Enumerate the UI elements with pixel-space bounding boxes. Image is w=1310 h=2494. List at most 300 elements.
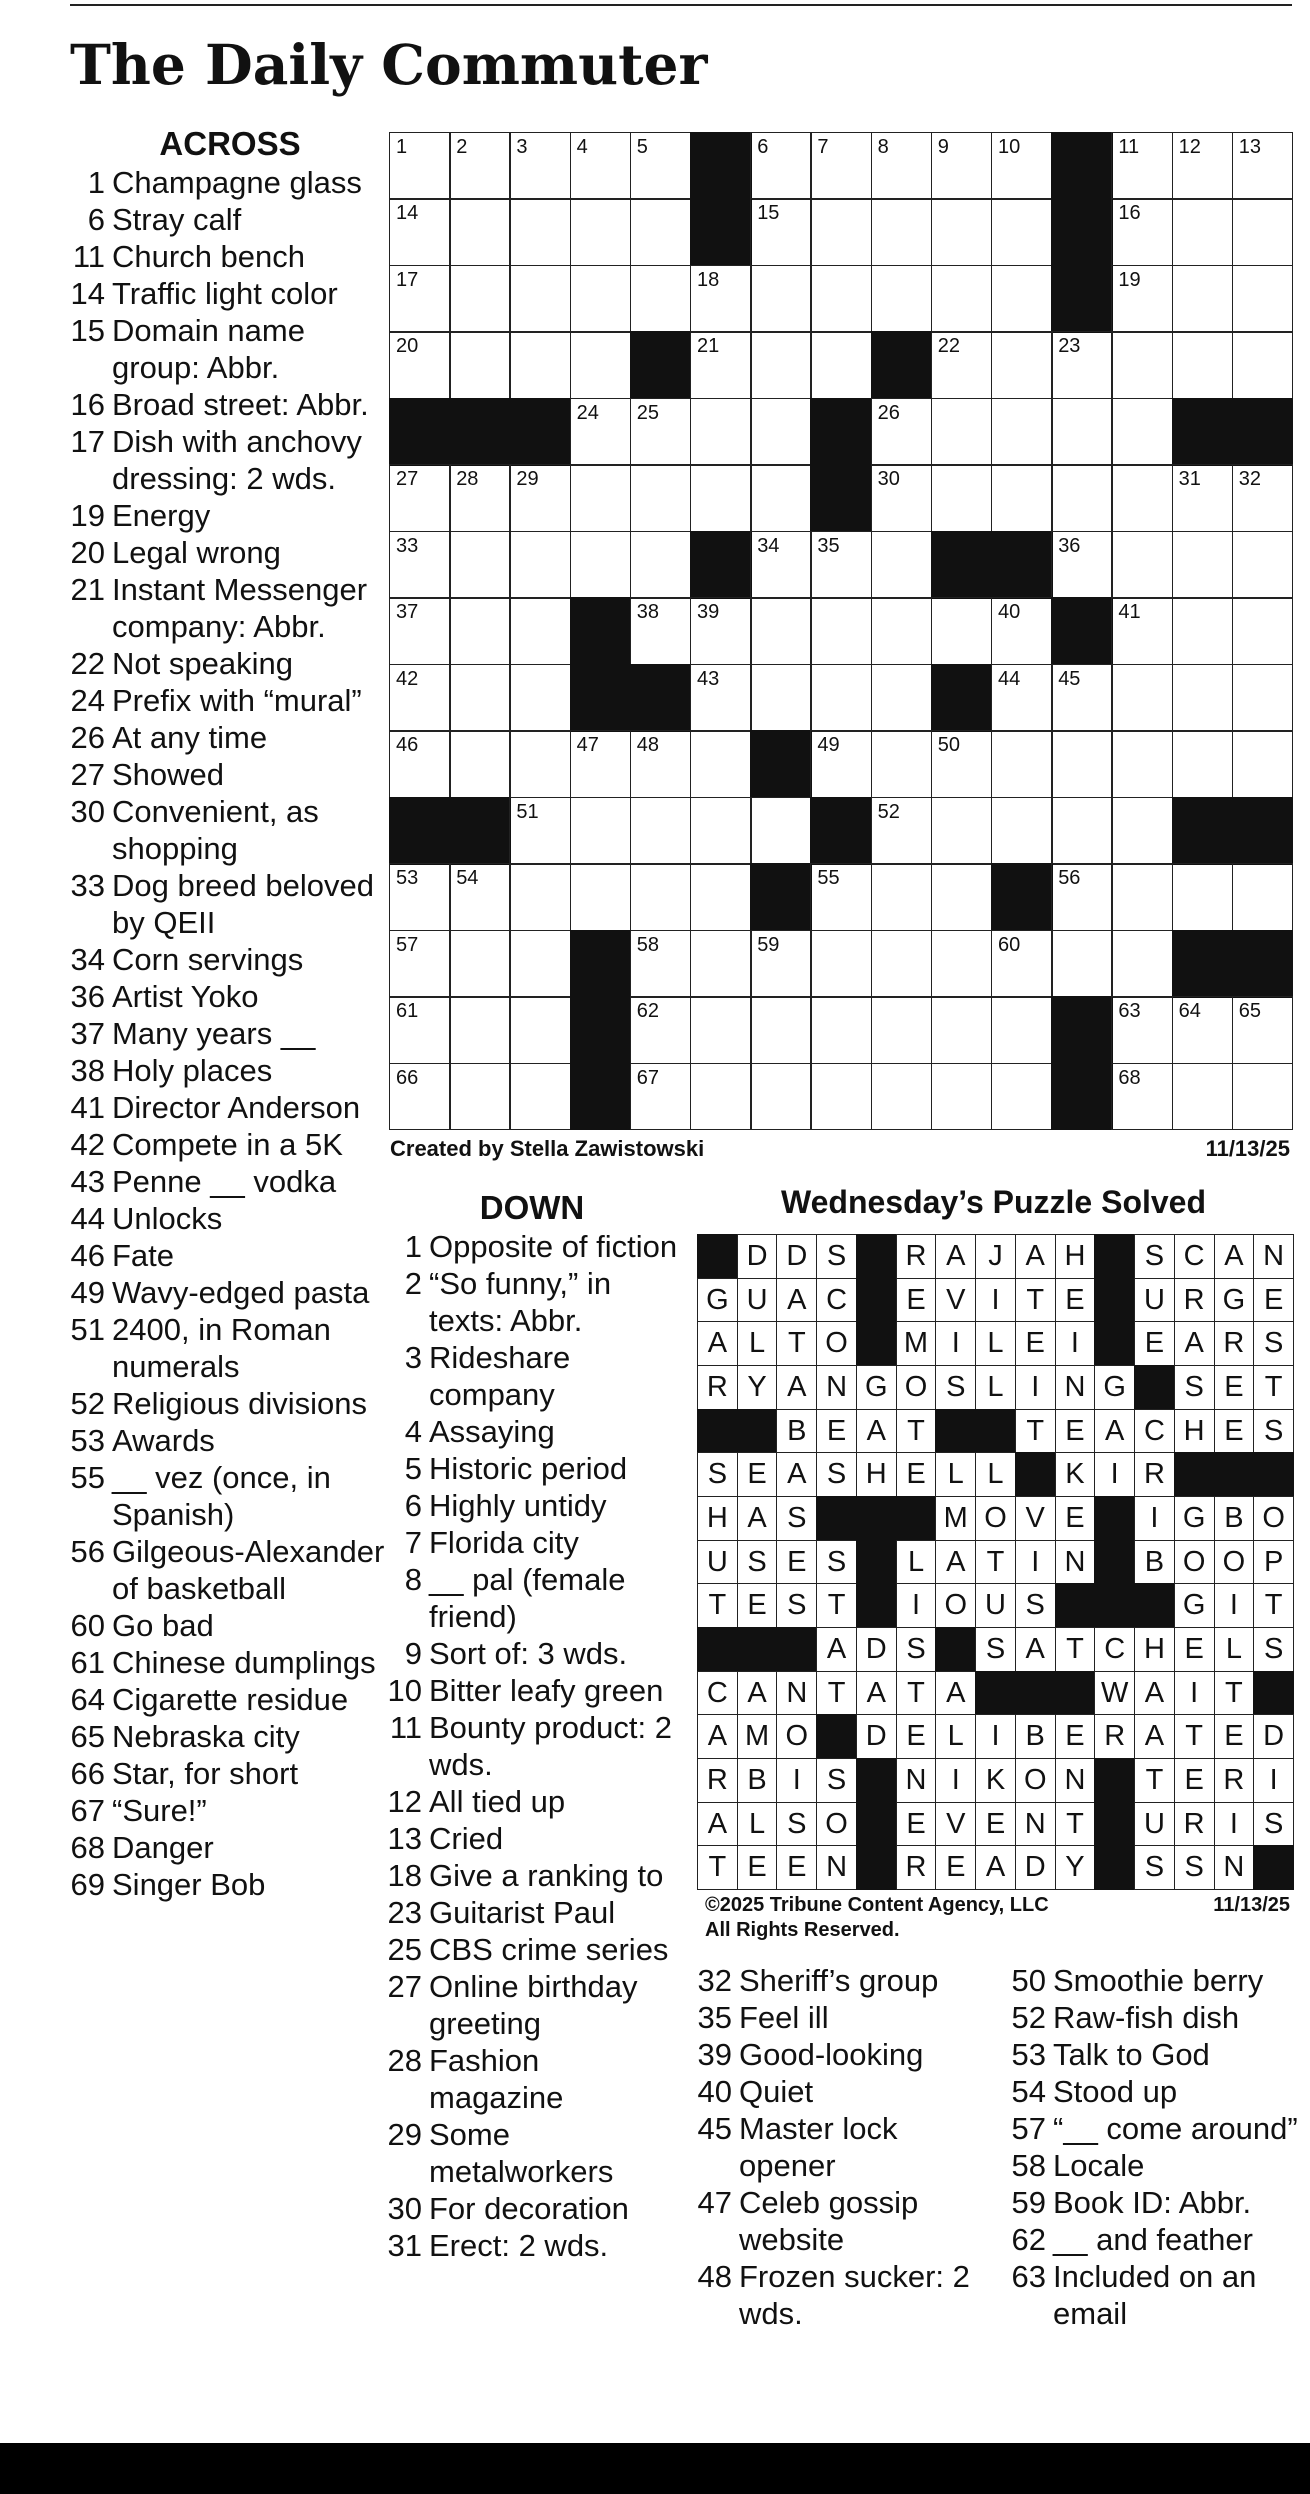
clue: [1008, 2184, 1310, 2221]
cell-number: 38: [636, 601, 660, 624]
grid-cell[interactable]: [690, 664, 752, 732]
solution-black-square: [1253, 1845, 1294, 1890]
grid-cell[interactable]: [750, 132, 812, 200]
grid-cell[interactable]: [1111, 863, 1173, 931]
grid-cell[interactable]: [449, 1063, 511, 1131]
cell-number: 7: [817, 136, 829, 158]
grid-cell[interactable]: [1172, 664, 1234, 732]
cell-number: 32: [1238, 468, 1262, 491]
solution-cell: S: [776, 1496, 817, 1541]
grid-cell[interactable]: [570, 198, 632, 266]
grid-cell[interactable]: [871, 797, 933, 865]
solution-black-square: [1094, 1583, 1135, 1628]
grid-cell[interactable]: [630, 597, 692, 665]
grid-cell[interactable]: [1232, 597, 1294, 665]
grid-cell[interactable]: [690, 597, 752, 665]
solution-cell: U: [737, 1278, 778, 1323]
solution-cell: T: [697, 1583, 738, 1628]
grid-cell[interactable]: [449, 996, 511, 1064]
grid-cell[interactable]: [871, 863, 933, 931]
clue-text: Penne __ vodka: [112, 1164, 337, 1199]
grid-cell[interactable]: [810, 730, 872, 798]
black-square: [810, 797, 872, 865]
grid-cell[interactable]: [931, 730, 993, 798]
grid-cell[interactable]: [1111, 331, 1173, 399]
grid-cell[interactable]: [1172, 198, 1234, 266]
grid-cell[interactable]: [389, 198, 451, 266]
grid-cell[interactable]: [389, 132, 451, 200]
grid-cell[interactable]: [389, 531, 451, 599]
grid-cell[interactable]: [389, 930, 451, 998]
solution-cell: O: [1253, 1496, 1294, 1541]
grid-cell[interactable]: [690, 863, 752, 931]
grid-cell[interactable]: [810, 863, 872, 931]
grid-cell[interactable]: [570, 398, 632, 466]
grid-cell[interactable]: [991, 265, 1053, 333]
grid-cell[interactable]: [690, 464, 752, 532]
clue: [384, 1450, 680, 1487]
clue-text: Fashion magazine: [429, 2043, 564, 2115]
solution-cell: S: [1134, 1845, 1175, 1890]
grid-cell[interactable]: [750, 464, 812, 532]
grid-cell[interactable]: [630, 464, 692, 532]
grid-cell[interactable]: [810, 1063, 872, 1131]
solution-black-square: [1134, 1583, 1175, 1628]
clue-number: 38: [70, 1053, 105, 1088]
clue-text: Wavy-edged pasta: [112, 1275, 370, 1310]
clue-text: Feel ill: [739, 2000, 829, 2035]
clue-text: For decoration: [429, 2191, 629, 2226]
clue-text: Many years __: [112, 1016, 316, 1051]
clue-number: 14: [70, 276, 105, 311]
grid-cell[interactable]: [1232, 730, 1294, 798]
grid-cell[interactable]: [810, 664, 872, 732]
grid-cell[interactable]: [991, 664, 1053, 732]
grid-cell[interactable]: [1232, 863, 1294, 931]
clue: [384, 1709, 680, 1783]
clue-number: 10: [387, 1673, 422, 1708]
cell-number: 6: [757, 136, 769, 158]
solution-cell: I: [1015, 1540, 1056, 1585]
grid-cell[interactable]: [1111, 464, 1173, 532]
solution-cell: A: [1214, 1234, 1255, 1279]
grid-cell[interactable]: [750, 930, 812, 998]
clue-number: 11: [72, 239, 105, 274]
puzzle-date: 11/13/25: [1205, 1136, 1290, 1161]
black-square: [1232, 797, 1294, 865]
grid-cell[interactable]: [1111, 1063, 1173, 1131]
clue-number: 39: [697, 2037, 732, 2072]
clue-text: __ and feather: [1053, 2222, 1253, 2257]
grid-cell[interactable]: [810, 930, 872, 998]
clue-number: 3: [404, 1340, 422, 1375]
black-square: [1051, 132, 1113, 200]
clue-number: 67: [70, 1793, 105, 1828]
grid-cell[interactable]: [509, 730, 571, 798]
grid-cell[interactable]: [810, 265, 872, 333]
grid-cell[interactable]: [630, 797, 692, 865]
grid-cell[interactable]: [991, 930, 1053, 998]
grid-cell[interactable]: [630, 930, 692, 998]
grid-cell[interactable]: [449, 597, 511, 665]
grid-cell[interactable]: [449, 132, 511, 200]
cell-number: 50: [937, 734, 961, 757]
grid-cell[interactable]: [1172, 730, 1234, 798]
grid-cell[interactable]: [1232, 265, 1294, 333]
cell-number: 47: [576, 734, 599, 757]
cell-number: 34: [757, 534, 780, 557]
grid-cell[interactable]: [991, 797, 1053, 865]
grid-cell[interactable]: [509, 464, 571, 532]
cell-number: 22: [937, 335, 961, 358]
solution-black-square: [1214, 1452, 1255, 1497]
grid-cell[interactable]: [509, 863, 571, 931]
grid-cell[interactable]: [871, 398, 933, 466]
clue-text: Sort of: 3 wds.: [429, 1636, 628, 1671]
clue-text: Danger: [112, 1830, 214, 1865]
grid-cell[interactable]: [1051, 930, 1113, 998]
grid-cell[interactable]: [449, 863, 511, 931]
grid-cell[interactable]: [1232, 1063, 1294, 1131]
grid-cell[interactable]: [690, 930, 752, 998]
grid-cell[interactable]: [630, 531, 692, 599]
grid-cell[interactable]: [931, 930, 993, 998]
black-square: [1232, 398, 1294, 466]
grid-cell[interactable]: [871, 132, 933, 200]
grid-cell[interactable]: [1051, 730, 1113, 798]
black-square: [570, 996, 632, 1064]
grid-cell[interactable]: [810, 132, 872, 200]
grid-cell[interactable]: [1111, 664, 1173, 732]
grid-cell[interactable]: [389, 730, 451, 798]
grid-cell[interactable]: [1111, 265, 1173, 333]
clue: [70, 423, 390, 497]
grid-cell[interactable]: [1111, 398, 1173, 466]
grid-cell[interactable]: [810, 331, 872, 399]
cell-number: 55: [817, 867, 840, 890]
grid-cell[interactable]: [750, 265, 812, 333]
grid-cell[interactable]: [931, 198, 993, 266]
grid-cell[interactable]: [931, 597, 993, 665]
grid-cell[interactable]: [931, 464, 993, 532]
solution-cell: R: [1214, 1321, 1255, 1366]
grid-cell[interactable]: [750, 597, 812, 665]
grid-cell[interactable]: [449, 930, 511, 998]
grid-cell[interactable]: [1111, 132, 1173, 200]
grid-cell[interactable]: [570, 265, 632, 333]
grid-cell[interactable]: [931, 265, 993, 333]
grid-cell[interactable]: [449, 464, 511, 532]
grid-cell[interactable]: [449, 331, 511, 399]
grid-cell[interactable]: [750, 1063, 812, 1131]
grid-cell[interactable]: [630, 265, 692, 333]
solution-cell: E: [1055, 1496, 1096, 1541]
grid-cell[interactable]: [509, 664, 571, 732]
grid-cell[interactable]: [1232, 996, 1294, 1064]
grid-cell[interactable]: [509, 797, 571, 865]
grid-cell[interactable]: [991, 398, 1053, 466]
grid-cell[interactable]: [991, 1063, 1053, 1131]
grid-cell[interactable]: [1111, 597, 1173, 665]
clue-number: 69: [70, 1867, 105, 1902]
grid-cell[interactable]: [1051, 863, 1113, 931]
grid-cell[interactable]: [871, 198, 933, 266]
grid-cell[interactable]: [1051, 398, 1113, 466]
solution-cell: S: [697, 1452, 738, 1497]
grid-cell[interactable]: [1232, 132, 1294, 200]
cell-number: 5: [636, 136, 648, 158]
grid-cell[interactable]: [750, 797, 812, 865]
grid-cell[interactable]: [931, 996, 993, 1064]
grid-cell[interactable]: [690, 996, 752, 1064]
clue: [70, 1311, 390, 1385]
grid-cell[interactable]: [570, 464, 632, 532]
grid-cell[interactable]: [389, 597, 451, 665]
grid-cell[interactable]: [570, 797, 632, 865]
grid-cell[interactable]: [449, 730, 511, 798]
grid-cell[interactable]: [871, 265, 933, 333]
grid-cell[interactable]: [1111, 531, 1173, 599]
grid-cell[interactable]: [570, 863, 632, 931]
solution-cell: A: [1134, 1671, 1175, 1716]
clue: [694, 1962, 994, 1999]
clue: [70, 1459, 390, 1533]
grid-cell[interactable]: [449, 198, 511, 266]
grid-cell[interactable]: [509, 331, 571, 399]
grid-cell[interactable]: [1111, 930, 1173, 998]
grid-cell[interactable]: [449, 531, 511, 599]
grid-cell[interactable]: [871, 730, 933, 798]
cell-number: 45: [1058, 667, 1081, 690]
grid-cell[interactable]: [389, 464, 451, 532]
black-square: [509, 398, 571, 466]
clue: [384, 1857, 680, 1894]
clue: [70, 1015, 390, 1052]
solution-cell: G: [1174, 1583, 1215, 1628]
grid-cell[interactable]: [1051, 531, 1113, 599]
grid-cell[interactable]: [871, 464, 933, 532]
clue-text: “So funny,” in texts: Abbr.: [429, 1266, 612, 1338]
clue-text: Book ID: Abbr.: [1053, 2185, 1252, 2220]
black-square: [570, 597, 632, 665]
grid-cell[interactable]: [630, 132, 692, 200]
grid-cell[interactable]: [1111, 996, 1173, 1064]
grid-cell[interactable]: [931, 863, 993, 931]
solution-cell: M: [737, 1714, 778, 1759]
grid-cell[interactable]: [1111, 198, 1173, 266]
grid-cell[interactable]: [810, 531, 872, 599]
grid-cell[interactable]: [1111, 797, 1173, 865]
solution-cell: D: [856, 1714, 897, 1759]
grid-cell[interactable]: [1172, 996, 1234, 1064]
grid-cell[interactable]: [1232, 464, 1294, 532]
grid-cell[interactable]: [690, 730, 752, 798]
clue-number: 13: [387, 1821, 422, 1856]
clue-text: Highly untidy: [429, 1488, 607, 1523]
grid-cell[interactable]: [509, 132, 571, 200]
grid-cell[interactable]: [750, 996, 812, 1064]
grid-cell[interactable]: [1051, 664, 1113, 732]
clue-number: 57: [1011, 2111, 1046, 2146]
clue-text: Included on an email: [1053, 2259, 1257, 2331]
cell-number: 3: [516, 136, 528, 158]
grid-cell[interactable]: [630, 198, 692, 266]
grid-cell[interactable]: [389, 331, 451, 399]
grid-cell[interactable]: [1232, 664, 1294, 732]
clue-text: Give a ranking to: [429, 1858, 664, 1893]
grid-cell[interactable]: [1232, 331, 1294, 399]
solution-cell: B: [1015, 1714, 1056, 1759]
grid-cell[interactable]: [630, 996, 692, 1064]
cell-number: 42: [396, 667, 419, 690]
grid-cell[interactable]: [630, 1063, 692, 1131]
grid-cell[interactable]: [509, 597, 571, 665]
grid-cell[interactable]: [991, 597, 1053, 665]
clue: [70, 941, 390, 978]
grid-cell[interactable]: [810, 198, 872, 266]
cell-number: 57: [396, 933, 419, 956]
grid-cell[interactable]: [389, 863, 451, 931]
grid-cell[interactable]: [931, 797, 993, 865]
clue: [694, 2073, 994, 2110]
solution-black-square: [975, 1671, 1016, 1716]
grid-cell[interactable]: [570, 331, 632, 399]
grid-cell[interactable]: [1172, 464, 1234, 532]
clue: [70, 756, 390, 793]
cell-number: 58: [636, 933, 660, 956]
grid-cell[interactable]: [1172, 1063, 1234, 1131]
grid-cell[interactable]: [509, 198, 571, 266]
solution-cell: D: [776, 1234, 817, 1279]
grid-cell[interactable]: [1051, 331, 1113, 399]
grid-cell[interactable]: [449, 265, 511, 333]
solution-black-square: [856, 1234, 897, 1279]
grid-cell[interactable]: [570, 730, 632, 798]
grid-cell[interactable]: [1172, 331, 1234, 399]
grid-cell[interactable]: [750, 198, 812, 266]
grid-cell[interactable]: [509, 996, 571, 1064]
grid-cell[interactable]: [750, 664, 812, 732]
grid-cell[interactable]: [871, 996, 933, 1064]
solution-cell: O: [776, 1714, 817, 1759]
grid-cell[interactable]: [750, 398, 812, 466]
grid-cell[interactable]: [931, 331, 993, 399]
grid-cell[interactable]: [750, 331, 812, 399]
clue: [70, 1237, 390, 1274]
black-square: [1051, 597, 1113, 665]
clue-text: Cigarette residue: [112, 1682, 349, 1717]
solution-cell: T: [896, 1409, 937, 1454]
solution-cell: O: [935, 1583, 976, 1628]
grid-cell[interactable]: [1232, 198, 1294, 266]
grid-cell[interactable]: [690, 797, 752, 865]
solution-cell: N: [816, 1365, 857, 1410]
grid-cell[interactable]: [690, 265, 752, 333]
grid-cell[interactable]: [991, 996, 1053, 1064]
solution-cell: N: [1015, 1802, 1056, 1847]
grid-cell[interactable]: [570, 132, 632, 200]
grid-cell[interactable]: [509, 1063, 571, 1131]
grid-cell[interactable]: [389, 996, 451, 1064]
grid-cell[interactable]: [871, 531, 933, 599]
clue-text: Legal wrong: [112, 535, 281, 570]
solution-cell: E: [1134, 1321, 1175, 1366]
grid-cell[interactable]: [871, 664, 933, 732]
clue-number: 63: [1011, 2259, 1046, 2294]
black-square: [389, 398, 451, 466]
grid-cell[interactable]: [810, 597, 872, 665]
cell-number: 17: [396, 268, 419, 291]
grid-cell[interactable]: [931, 398, 993, 466]
grid-cell[interactable]: [991, 132, 1053, 200]
solution-cell: R: [1094, 1714, 1135, 1759]
grid-cell[interactable]: [931, 1063, 993, 1131]
grid-cell[interactable]: [509, 265, 571, 333]
grid-cell[interactable]: [389, 265, 451, 333]
black-square: [810, 398, 872, 466]
clue-number: 60: [70, 1608, 105, 1643]
grid-cell[interactable]: [1172, 132, 1234, 200]
grid-cell[interactable]: [750, 531, 812, 599]
grid-cell[interactable]: [630, 863, 692, 931]
clue: [384, 1820, 680, 1857]
clue-text: Historic period: [429, 1451, 628, 1486]
grid-cell[interactable]: [449, 664, 511, 732]
clue: [384, 1783, 680, 1820]
grid-cell[interactable]: [1172, 597, 1234, 665]
grid-cell[interactable]: [389, 664, 451, 732]
solution-cell: E: [896, 1714, 937, 1759]
clue-number: 33: [70, 868, 105, 903]
grid-cell[interactable]: [991, 331, 1053, 399]
clue-text: Not speaking: [112, 646, 293, 681]
grid-cell[interactable]: [871, 1063, 933, 1131]
grid-cell[interactable]: [509, 930, 571, 998]
clue-text: Florida city: [429, 1525, 579, 1560]
solution-cell: T: [1253, 1583, 1294, 1628]
grid-cell[interactable]: [690, 1063, 752, 1131]
grid-cell[interactable]: [1111, 730, 1173, 798]
grid-cell[interactable]: [1172, 265, 1234, 333]
cell-number: 20: [396, 335, 419, 358]
grid-cell[interactable]: [991, 730, 1053, 798]
solution-cell: I: [1094, 1452, 1135, 1497]
grid-cell[interactable]: [991, 198, 1053, 266]
grid-cell[interactable]: [1172, 531, 1234, 599]
grid-cell[interactable]: [509, 531, 571, 599]
grid-cell[interactable]: [871, 930, 933, 998]
grid-cell[interactable]: [1232, 531, 1294, 599]
solution-cell: E: [896, 1452, 937, 1497]
grid-cell[interactable]: [991, 464, 1053, 532]
grid-cell[interactable]: [690, 398, 752, 466]
cell-number: 40: [998, 601, 1021, 624]
clue-text: Prefix with “mural”: [112, 683, 362, 718]
grid-cell[interactable]: [690, 331, 752, 399]
grid-cell[interactable]: [1051, 797, 1113, 865]
grid-cell[interactable]: [810, 996, 872, 1064]
grid-cell[interactable]: [630, 730, 692, 798]
grid-cell[interactable]: [630, 398, 692, 466]
clue-text: Star, for short: [112, 1756, 299, 1791]
grid-cell[interactable]: [389, 1063, 451, 1131]
grid-cell[interactable]: [570, 531, 632, 599]
black-square: [750, 730, 812, 798]
grid-cell[interactable]: [871, 597, 933, 665]
grid-cell[interactable]: [1172, 863, 1234, 931]
grid-cell[interactable]: [931, 132, 993, 200]
grid-cell[interactable]: [1051, 464, 1113, 532]
